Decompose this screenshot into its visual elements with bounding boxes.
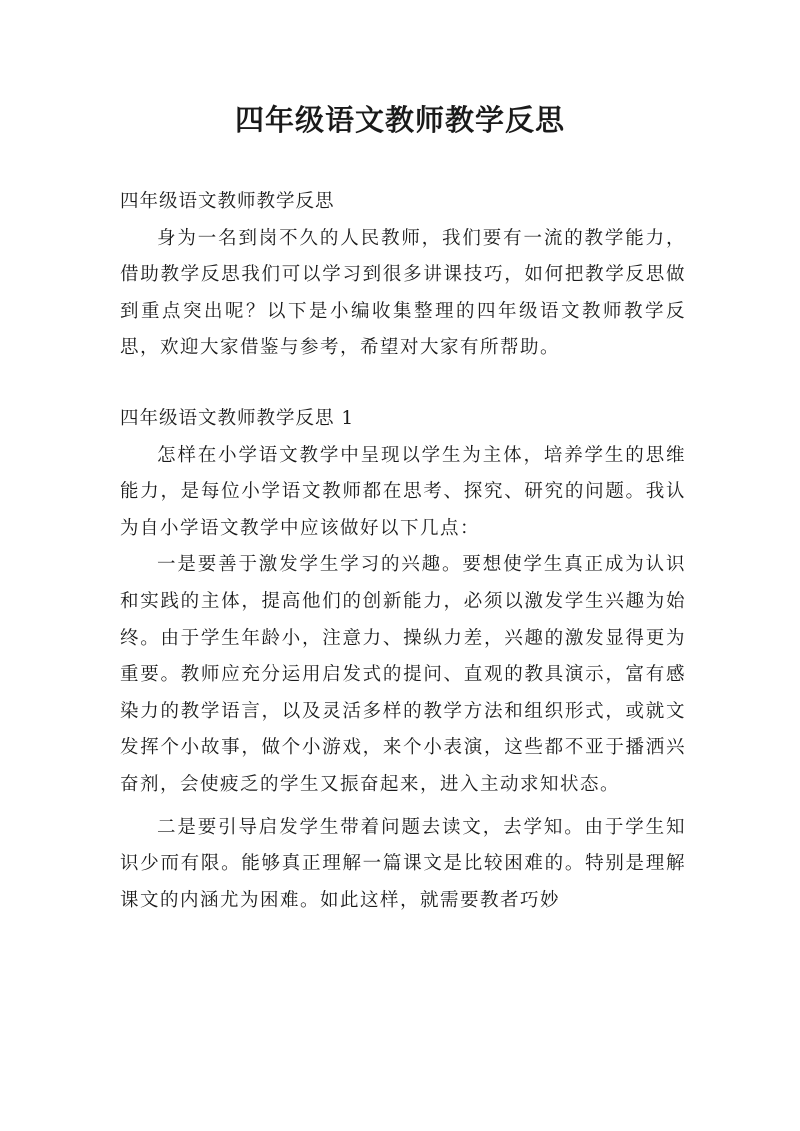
section-heading: 四年级语文教师教学反思 1 xyxy=(120,407,355,429)
document-body xyxy=(120,184,686,919)
intro-heading: 四年级语文教师教学反思 xyxy=(120,191,335,212)
intro-paragraph: 身为一名到岗不久的人民教师，我们要有一流的教学能力，借助教学反思我们可以学习到很多讲课技巧，如何把教学反思做到重点突出呢？以下是小编收集整理的四年级语文教师教学反思，欢迎大家借鉴与参考，希望对大家有所帮助。 xyxy=(120,227,686,359)
document-title: 四年级语文教师教学反思 xyxy=(234,103,565,137)
section-spacer xyxy=(120,367,686,401)
body-paragraph: 怎样在小学语文教学中呈现以学生为主体，培养学生的思维能力，是每位小学语文教师都在思考、探究、研究的问题。我认为自小学语文教学中应该做好以下几点： xyxy=(120,444,686,539)
body-paragraph: 二是要引导启发学生带着问题去读文，去学知。由于学生知识少而有限。能够真正理解一篇课文是比较困难的。特别是理解课文的内涵尤为困难。如此这样，就需要教者巧妙 xyxy=(120,816,686,911)
body-paragraph: 一是要善于激发学生学习的兴趣。要想使学生真正成为认识和实践的主体，提高他们的创新能力，必须以激发学生兴趣为始终。由于学生年龄小，注意力、操纵力差，兴趣的激发显得更为重要。教师应充分运用启发式的提问、直观的教具演示，富有感染力的教学语言，以及灵活多样的教学方法和组织形式，或就文发挥个小故事，做个小游戏，来个小表演，这些都不亚于播洒兴奋剂，会使疲乏的学生又振奋起来，进入主动求知状态。 xyxy=(120,554,686,795)
